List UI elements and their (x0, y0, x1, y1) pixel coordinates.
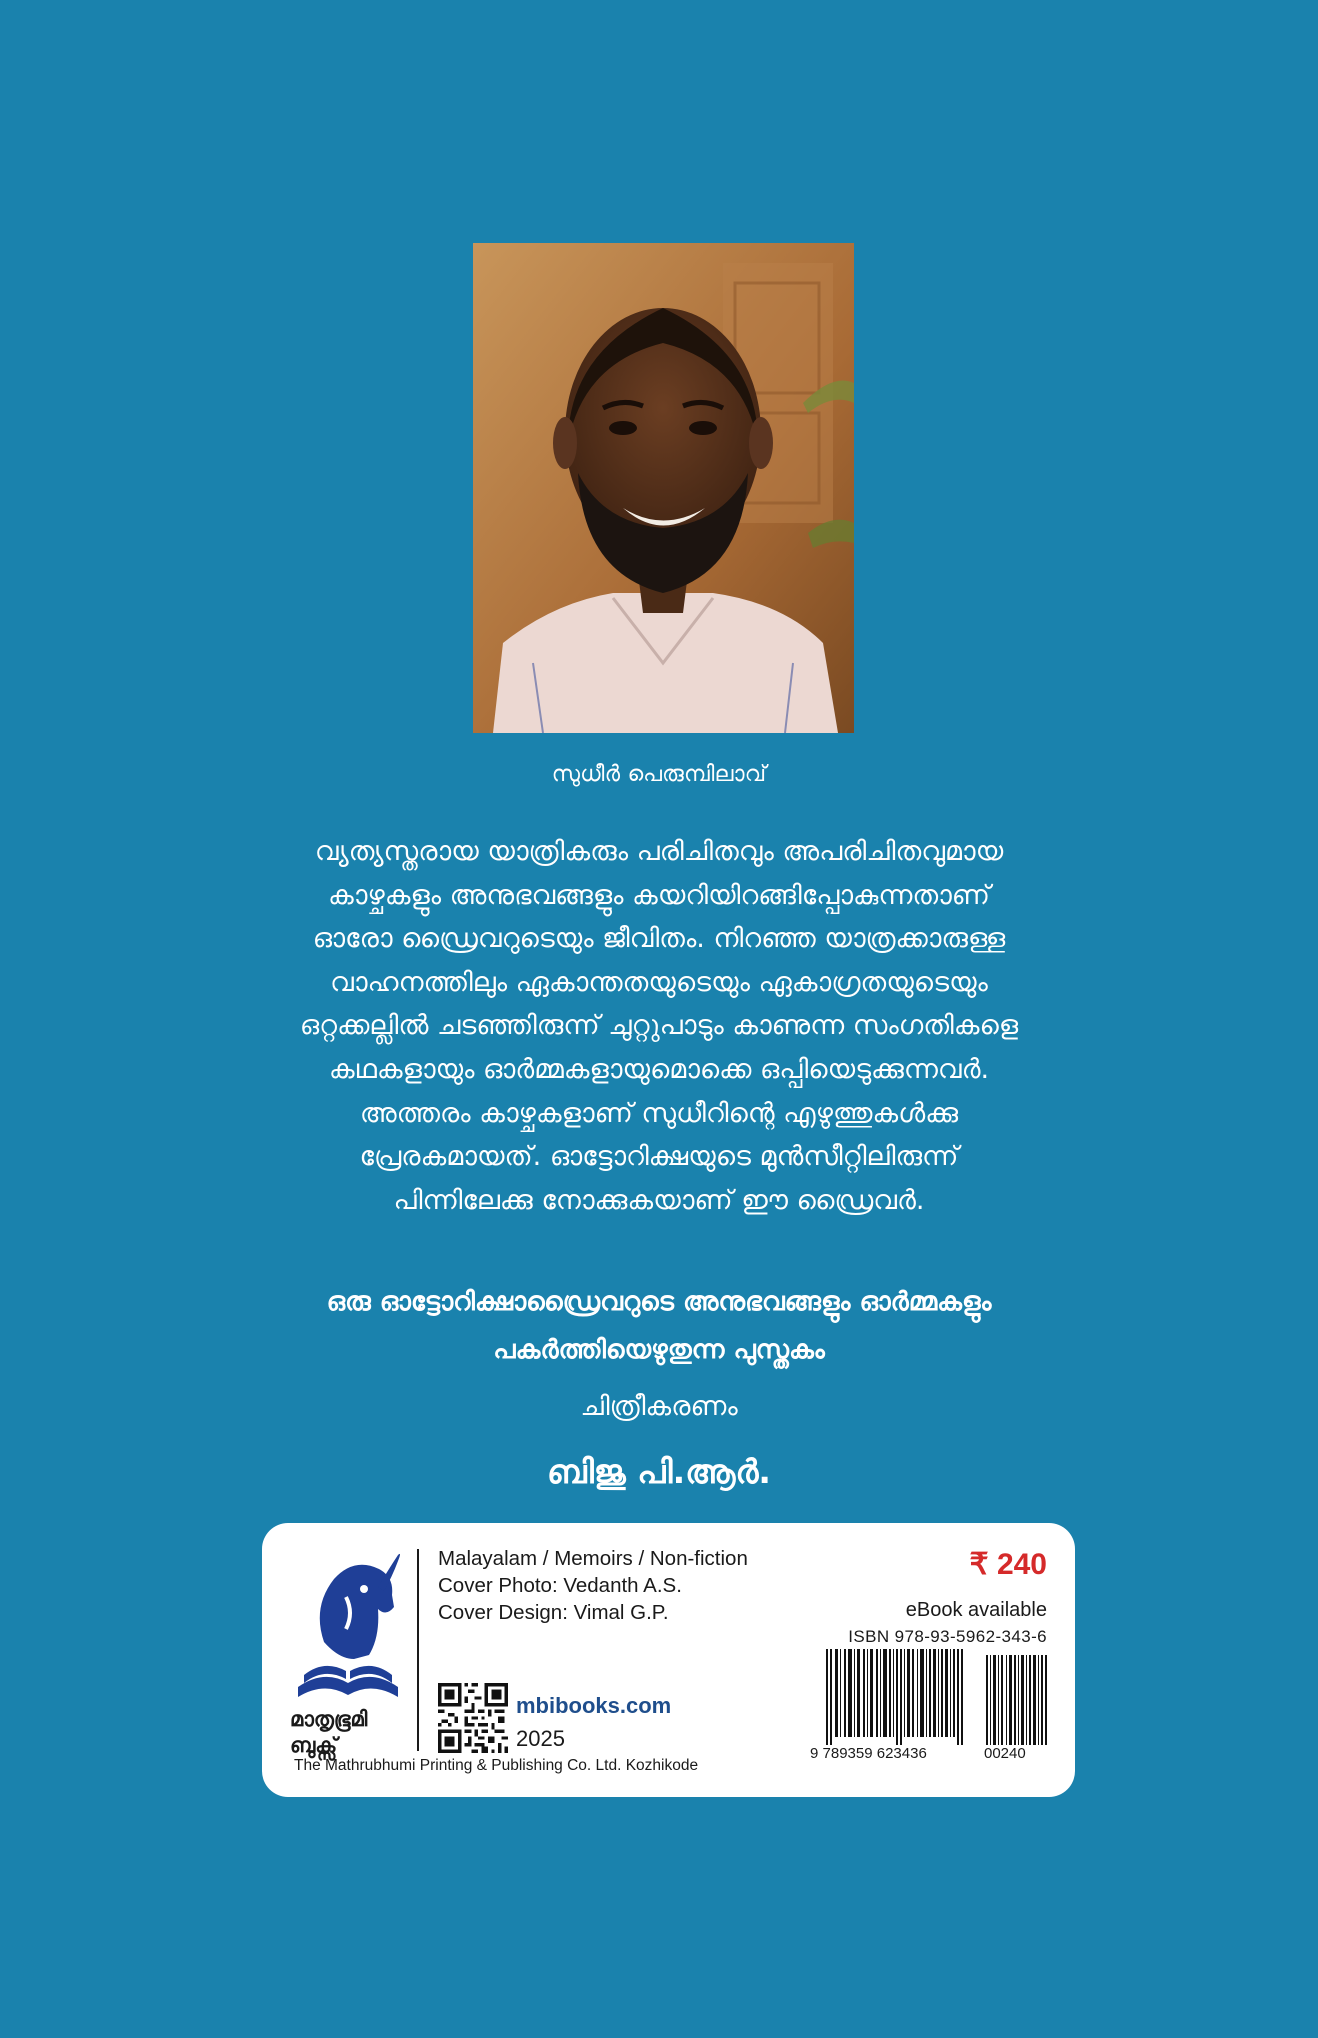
illustration-label: ചിത്രീകരണം (580, 1391, 738, 1422)
publisher-line: The Mathrubhumi Printing & Publishing Co. Ltd. Kozhikode (294, 1757, 699, 1774)
isbn-barcode (826, 1649, 1048, 1745)
blurb-line: പ്രേരകമായത്. ഓട്ടോറിക്ഷയുടെ മുൻസീറ്റിലിരുന്ന് (359, 1141, 959, 1173)
logo-text-line: മാതൃഭൂമി (290, 1707, 368, 1731)
credit-line: Cover Photo: Vedanth A.S. (438, 1574, 682, 1597)
illustrator-name: ബിജു പി.ആർ. (547, 1452, 771, 1491)
blurb-line: കാഴ്ചകളും അനുഭവങ്ങളും കയറിയിറങ്ങിപ്പോകുന്നതാണ് (327, 879, 991, 911)
publisher-panel (262, 1523, 1075, 1797)
credits (438, 1545, 748, 1626)
blurb-line: പിന്നിലേക്കു നോക്കുകയാണ് ഈ ഡ്രൈവർ. (393, 1184, 925, 1216)
tagline (0, 1278, 1318, 1374)
tagline-line: ഒരു ഓട്ടോറിക്ഷാഡ്രൈവറുടെ അനുഭവങ്ങളും ഓർമ്മകളും (326, 1287, 992, 1317)
author-name-caption: സുധീർ പെരുമ്പിലാവ് (551, 762, 767, 787)
blurb-line: ഒറ്റക്കല്ലിൽ ചടഞ്ഞിരുന്ന് ചുറ്റുപാടും കാണുന്ന സംഗതികളെ (299, 1010, 1019, 1042)
isbn-number: ISBN 978-93-5962-343-6 (848, 1627, 1047, 1646)
blurb-line: വാഹനത്തിലും ഏകാന്തതയുടെയും ഏകാഗ്രതയുടെയും (330, 966, 988, 998)
barcode-number: 9 789359 623436 (810, 1745, 927, 1762)
blurb-line: വ്യത്യസ്തരായ യാത്രികരും പരിചിതവും അപരിചിതവുമായ (314, 836, 1004, 867)
logo-wordmark (290, 1706, 408, 1758)
qr-code[interactable] (438, 1683, 508, 1753)
website-link[interactable]: mbibooks.com (516, 1693, 672, 1718)
elephant-book-logo (294, 1547, 402, 1723)
ebook-availability: eBook available (905, 1599, 1047, 1621)
blurb-text (232, 830, 1086, 1222)
blurb-line: കഥകളായും ഓർമ്മകളായുമൊക്കെ ഒപ്പിയെടുക്കുന്നവർ. (328, 1053, 990, 1085)
barcode-addon: 00240 (984, 1745, 1026, 1762)
credit-line: Malayalam / Memoirs / Non-fiction (438, 1547, 748, 1570)
author-photo (473, 243, 854, 733)
price: ₹ 240 (969, 1548, 1047, 1581)
divider-line (417, 1549, 419, 1751)
tagline-line: പകർത്തിയെഴുതുന്ന പുസ്തകം (493, 1335, 825, 1365)
logo-text-line: ബുക്സ് (290, 1733, 338, 1757)
blurb-line: അത്തരം കാഴ്ചകളാണ് സുധീറിന്റെ എഴുത്തുകൾക്കു (359, 1097, 959, 1129)
publication-year: 2025 (516, 1726, 565, 1751)
blurb-line: ഓരോ ഡ്രൈവറുടെയും ജീവിതം. നിറഞ്ഞ യാത്രക്കാരുള്ള (312, 923, 1006, 955)
credit-line: Cover Design: Vimal G.P. (438, 1601, 669, 1624)
